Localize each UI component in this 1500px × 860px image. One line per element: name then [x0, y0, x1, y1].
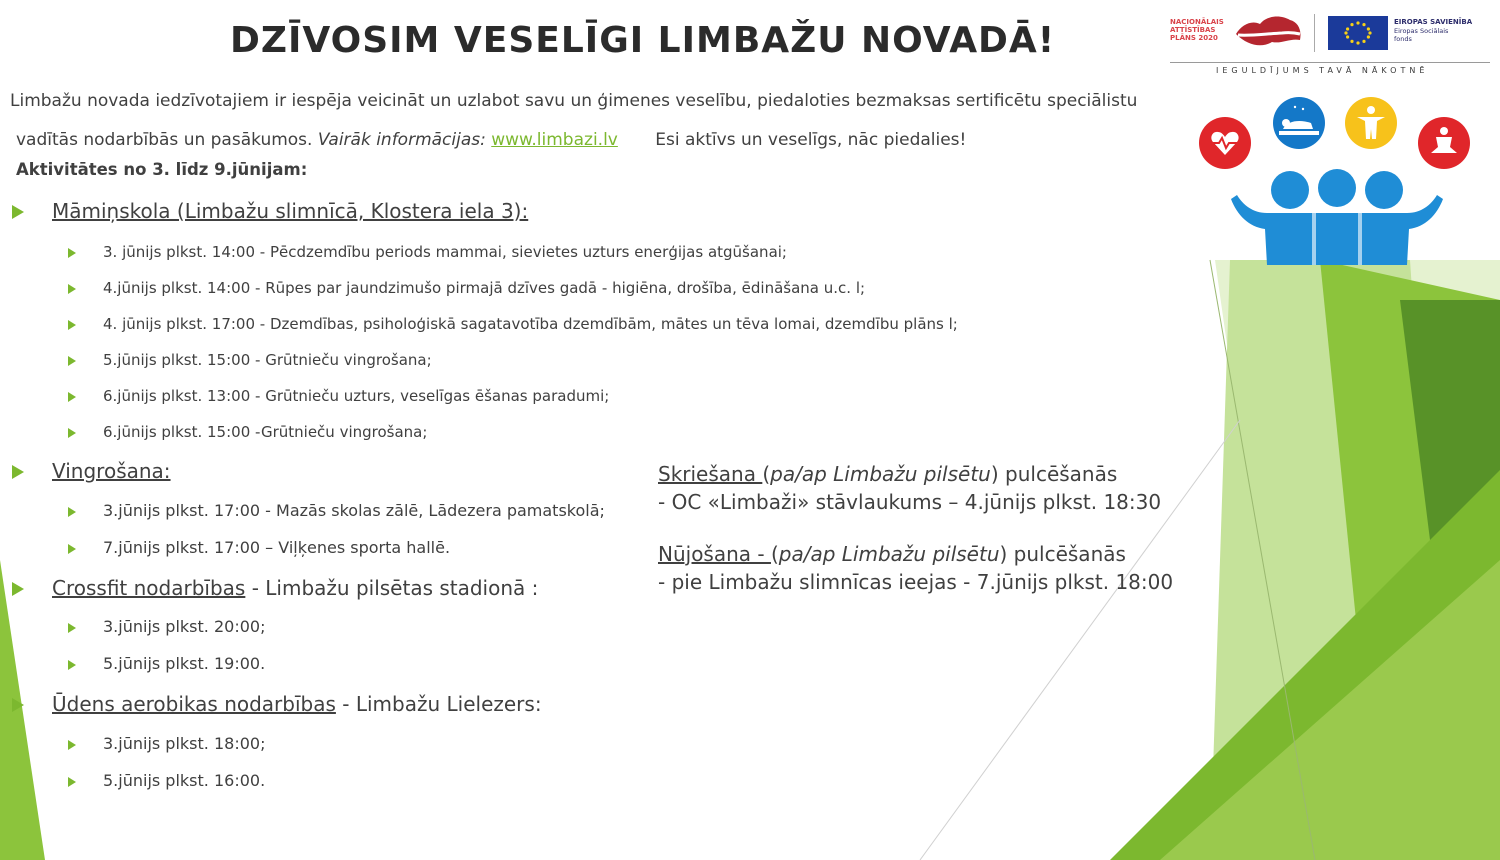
nujosana-block [658, 540, 1173, 596]
section-title-udens [52, 692, 542, 716]
paren-open: ( [762, 462, 771, 486]
udens-location: - Limbažu Lielezers: [335, 692, 542, 716]
intro-line-2 [10, 121, 1170, 160]
maminskola-item: 4.jūnijs plkst. 14:00 - Rūpes par jaundzimušo pirmajā dzīves gadā - higiēna, drošība, ēdināšana u.c. l; [103, 279, 866, 297]
intro-line-2-start: vadītās nodarbībās un pasākumos. [16, 130, 313, 150]
nujosana-gathering: ) pulcēšanās [999, 542, 1126, 566]
maminskola-title: Māmiņskola (Limbažu slimnīcā, Klostera iela 3): [52, 199, 529, 223]
crossfit-item: 5.jūnijs plkst. 19:00. [103, 654, 266, 673]
logo-divider [1314, 14, 1315, 52]
nap-line-3: PLĀNS 2020 [1170, 34, 1218, 42]
skriesana-block [658, 460, 1161, 516]
section-title-vingrosana [52, 459, 171, 483]
crossfit-item: 3.jūnijs plkst. 20:00; [103, 617, 266, 636]
nujosana-location: pa/ap Limbažu pilsētu [778, 542, 1000, 566]
maminskola-item: 5.jūnijs plkst. 15:00 - Grūtnieču vingrošana; [103, 351, 432, 369]
maminskola-item: 3. jūnijs plkst. 14:00 - Pēcdzemdību periods mammai, sievietes uzturs enerģijas atgūšanai; [103, 243, 787, 261]
skriesana-heading [658, 460, 1161, 488]
vingrosana-title: Vingrošana: [52, 459, 171, 483]
maminskola-item: 6.jūnijs plkst. 13:00 - Grūtnieču uzturs, veselīgas ēšanas paradumi; [103, 387, 610, 405]
vingrosana-item: 7.jūnijs plkst. 17:00 – Viļķenes sporta hallē. [103, 538, 451, 557]
item-bullet [68, 248, 76, 258]
section-bullet [12, 582, 24, 596]
slogan: Esi aktīvs un veselīgs, nāc piedalies! [655, 130, 967, 150]
tagline: IEGULDĪJUMS TAVĀ NĀKOTNĒ [1216, 66, 1429, 75]
intro-text [10, 82, 1170, 160]
logo-area [1170, 14, 1490, 78]
item-bullet [68, 284, 76, 294]
udens-item: 3.jūnijs plkst. 18:00; [103, 734, 266, 753]
more-info-label: Vairāk informācijas: [317, 130, 486, 150]
section-title-maminskola [52, 199, 528, 223]
section-bullet [12, 698, 24, 712]
crossfit-location: - Limbažu pilsētas stadionā : [245, 576, 539, 600]
item-bullet [68, 356, 76, 366]
item-bullet [68, 392, 76, 402]
skriesana-title: Skriešana [658, 462, 763, 486]
eu-line-1: EIROPAS SAVIENĪBA [1394, 18, 1473, 26]
skriesana-location: pa/ap Limbažu pilsētu [770, 462, 991, 486]
item-bullet [68, 507, 76, 517]
skriesana-detail: - OC «Limbaži» stāvlaukums – 4.jūnijs plkst. 18:30 [658, 490, 1162, 514]
nujosana-detail: - pie Limbažu slimnīcas ieejas - 7.jūnijs plkst. 18:00 [658, 570, 1174, 594]
vingrosana-item: 3.jūnijs plkst. 17:00 - Mazās skolas zālē, Lādezera pamatskolā; [103, 501, 605, 520]
section-bullet [12, 205, 24, 219]
section-bullet [12, 465, 24, 479]
eu-flag-icon [1328, 16, 1388, 50]
item-bullet [68, 660, 76, 670]
person-icon [1345, 97, 1397, 149]
page-title: DZĪVOSIM VESELĪGI LIMBAŽU NOVADĀ! [230, 20, 1056, 61]
eu-line-3: fonds [1394, 35, 1412, 43]
maminskola-item: 4. jūnijs plkst. 17:00 - Dzemdības, psiholoģiskā sagatavotība dzemdībām, mātes un tēva lomai, dzemdību plāns l; [103, 315, 958, 333]
item-bullet [68, 740, 76, 750]
logo-underline [1170, 62, 1490, 63]
item-bullet [68, 623, 76, 633]
nujosana-heading [658, 540, 1173, 568]
latvia-map-icon [1234, 14, 1304, 50]
maminskola-item: 6.jūnijs plkst. 15:00 -Grūtnieču vingrošana; [103, 423, 428, 441]
nujosana-title: Nūjošana - [658, 542, 771, 566]
section-title-crossfit [52, 576, 538, 600]
eu-logo-text [1394, 18, 1472, 43]
item-bullet [68, 320, 76, 330]
item-bullet [68, 428, 76, 438]
people-group-icon [1231, 169, 1443, 265]
intro-line-1: Limbažu novada iedzīvotajiem ir iespēja veicināt un uzlabot savu un ģimenes veselību, piedaloties bezmaksas sertificētu speciālistu [10, 91, 1138, 111]
item-bullet [68, 777, 76, 787]
nap-line-2: ATTĪSTĪBAS [1170, 26, 1216, 34]
paren-open: ( [770, 542, 779, 566]
yoga-icon [1418, 117, 1470, 169]
health-illustration [1195, 95, 1480, 265]
udens-item: 5.jūnijs plkst. 16:00. [103, 771, 266, 790]
nap-logo-text [1170, 18, 1224, 42]
udens-title: Ūdens aerobikas nodarbības [52, 692, 336, 716]
sleep-icon [1273, 97, 1325, 149]
heart-icon [1199, 117, 1251, 169]
nap-line-1: NACIONĀLAIS [1170, 18, 1224, 26]
skriesana-gathering: ) pulcēšanās [990, 462, 1118, 486]
crossfit-title: Crossfit nodarbības [52, 576, 246, 600]
activities-heading: Aktivitātes no 3. līdz 9.jūnijam: [16, 160, 308, 179]
website-link[interactable]: www.limbazi.lv [491, 130, 618, 150]
item-bullet [68, 544, 76, 554]
eu-line-2: Eiropas Sociālais [1394, 27, 1449, 35]
